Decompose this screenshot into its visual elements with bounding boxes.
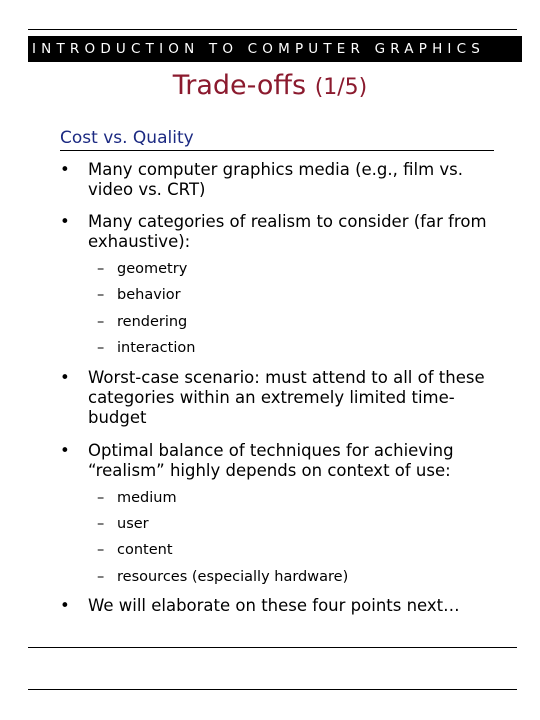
- sub-bullet-item: [97, 489, 177, 507]
- sub-bullet-text: geometry: [117, 261, 188, 277]
- subtitle-underline: [60, 150, 494, 151]
- sub-bullet-text: interaction: [117, 340, 196, 356]
- course-banner-text: INTRODUCTION TO COMPUTER GRAPHICS: [32, 41, 486, 57]
- dash-marker: –: [97, 287, 105, 303]
- bullet-marker: •: [60, 368, 70, 387]
- sub-bullet-text: content: [117, 542, 173, 558]
- bullet-marker: •: [60, 441, 70, 460]
- slide-title-suffix: (1/5): [314, 75, 368, 100]
- sub-bullet-item: [97, 541, 173, 559]
- dash-marker: –: [97, 261, 105, 277]
- sub-bullet-text: medium: [117, 490, 177, 506]
- sub-bullet-item: [97, 286, 181, 304]
- bullet-text: Optimal balance of techniques for achieving “realism” highly depends on context of use:: [88, 441, 454, 480]
- slide-title: [0, 70, 540, 101]
- dash-marker: –: [97, 340, 105, 356]
- bullet-text: Many categories of realism to consider (far from exhaustive):: [88, 212, 487, 251]
- sub-bullet-item: [97, 515, 149, 533]
- dash-marker: –: [97, 516, 105, 532]
- dash-marker: –: [97, 542, 105, 558]
- dash-marker: –: [97, 314, 105, 330]
- sub-bullet-item: [97, 313, 187, 331]
- bullet-marker: •: [60, 160, 70, 179]
- top-rule: [28, 29, 517, 30]
- sub-bullet-text: resources (especially hardware): [117, 569, 349, 585]
- course-banner: [28, 36, 522, 62]
- sub-bullet-item: [97, 568, 348, 586]
- footer-rule-lower: [28, 689, 517, 690]
- bullet-marker: •: [60, 596, 70, 615]
- bullet-text: Many computer graphics media (e.g., film vs. video vs. CRT): [88, 160, 464, 199]
- bullet-marker: •: [60, 212, 70, 231]
- bullet-text: We will elaborate on these four points next…: [88, 596, 460, 615]
- sub-bullet-item: [97, 260, 187, 278]
- dash-marker: –: [97, 569, 105, 585]
- slide-title-text: Trade-offs: [172, 70, 307, 101]
- dash-marker: –: [97, 490, 105, 506]
- sub-bullet-text: rendering: [117, 314, 188, 330]
- footer-rule-upper: [28, 647, 517, 648]
- sub-bullet-text: user: [117, 516, 149, 532]
- sub-bullet-item: [97, 339, 195, 357]
- slide-subtitle: Cost vs. Quality: [60, 128, 194, 148]
- bullet-text: Worst-case scenario: must attend to all of these categories within an extremely limited time-budget: [88, 368, 485, 427]
- sub-bullet-text: behavior: [117, 287, 181, 303]
